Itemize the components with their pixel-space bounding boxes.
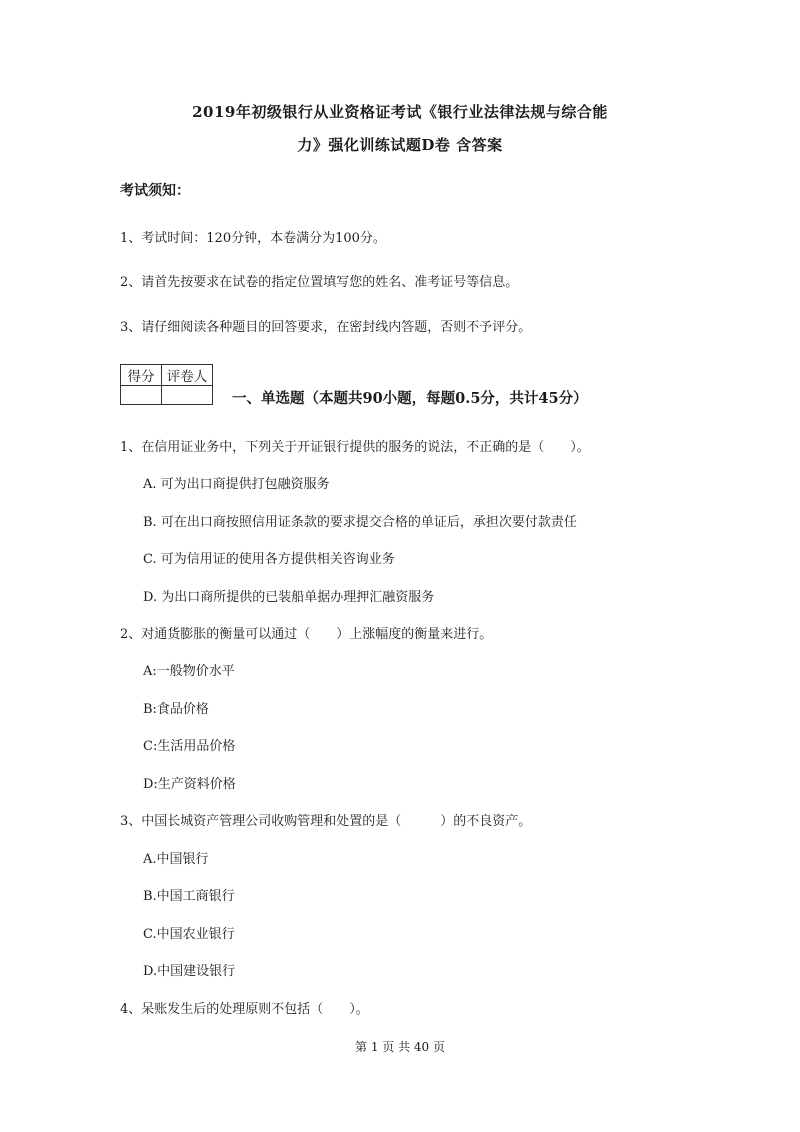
option: C.中国农业银行 (143, 927, 235, 942)
option: C:生活用品价格 (143, 739, 236, 754)
notice-item: 2、请首先按要求在试卷的指定位置填写您的姓名、准考证号等信息。 (120, 275, 519, 290)
notice-item: 3、请仔细阅读各种题目的回答要求，在密封线内答题，否则不予评分。 (120, 320, 532, 335)
score-label: 得分 (121, 365, 162, 386)
section-title: 一、单选题（本题共90小题，每题0.5分，共计45分） (232, 390, 588, 407)
option: C. 可为信用证的使用各方提供相关咨询业务 (143, 552, 395, 567)
option: D:生产资料价格 (143, 777, 236, 792)
grader-label: 评卷人 (162, 365, 213, 386)
option: B:食品价格 (143, 702, 209, 717)
option: B.中国工商银行 (143, 889, 235, 904)
option: B. 可在出口商按照信用证条款的要求提交合格的单证后，承担次要付款责任 (143, 515, 577, 530)
option: A.中国银行 (143, 852, 209, 867)
notice-item: 1、考试时间：120分钟，本卷满分为100分。 (120, 231, 386, 246)
page-footer: 第 1 页 共 40 页 (355, 1040, 445, 1054)
question-text: 3、中国长城资产管理公司收购管理和处置的是（ ）的不良资产。 (120, 814, 532, 829)
question-text: 2、对通货膨胀的衡量可以通过（ ）上涨幅度的衡量来进行。 (120, 627, 493, 642)
option: A. 可为出口商提供打包融资服务 (143, 477, 330, 492)
question-text: 4、呆账发生后的处理原则不包括（ ）。 (120, 1002, 369, 1017)
score-cell[interactable] (121, 386, 162, 405)
question-text: 1、在信用证业务中，下列关于开证银行提供的服务的说法，不正确的是（ ）。 (120, 440, 590, 455)
notice-heading: 考试须知： (120, 183, 190, 199)
option: D. 为出口商所提供的已装船单据办理押汇融资服务 (143, 590, 435, 605)
option: A:一般物价水平 (143, 664, 235, 679)
score-table (120, 364, 213, 405)
grader-cell[interactable] (162, 386, 213, 405)
exam-title-line-2: 力》强化训练试题D卷 含答案 (297, 136, 503, 154)
exam-title-line-1: 2019年初级银行从业资格证考试《银行业法律法规与综合能 (192, 103, 608, 121)
option: D.中国建设银行 (143, 964, 236, 979)
